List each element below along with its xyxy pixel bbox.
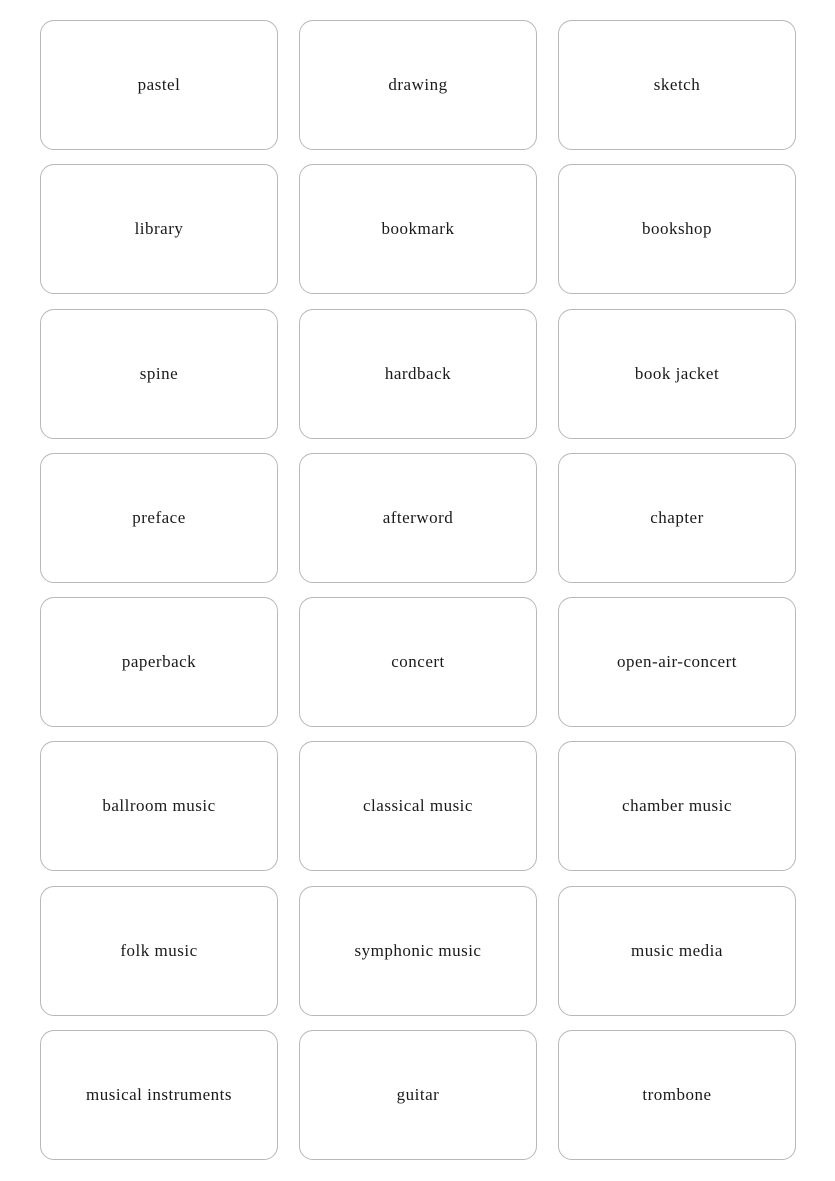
card-label: chapter	[650, 507, 704, 527]
word-card	[299, 1030, 537, 1160]
card-label: classical music	[363, 796, 473, 816]
word-card	[299, 20, 537, 150]
card-label: folk music	[120, 940, 198, 960]
word-card	[299, 886, 537, 1016]
word-card	[558, 597, 796, 727]
word-card	[40, 20, 278, 150]
word-card	[558, 453, 796, 583]
card-label: pastel	[137, 75, 181, 94]
card-label: chamber music	[622, 796, 732, 816]
card-label: trombone	[642, 1085, 712, 1105]
card-label: afterword	[382, 507, 454, 527]
word-card	[40, 309, 278, 439]
card-label: paperback	[121, 652, 197, 672]
card-label: guitar	[396, 1085, 440, 1105]
word-card	[558, 1030, 796, 1160]
card-label: drawing	[388, 75, 448, 94]
word-card	[40, 597, 278, 727]
word-card	[558, 309, 796, 439]
word-card	[40, 164, 278, 294]
card-grid	[40, 20, 796, 1160]
word-card	[40, 453, 278, 583]
word-card	[558, 20, 796, 150]
card-label: library	[134, 219, 184, 239]
card-label: musical instruments	[86, 1085, 232, 1105]
word-card	[299, 741, 537, 871]
word-card	[299, 597, 537, 727]
word-card	[40, 886, 278, 1016]
card-label: preface	[132, 507, 186, 527]
card-label: ballroom music	[102, 796, 216, 816]
card-label: spine	[139, 363, 179, 383]
card-label: book jacket	[634, 363, 720, 383]
card-label: music media	[631, 940, 723, 960]
word-card	[299, 453, 537, 583]
card-label: bookshop	[641, 219, 713, 239]
word-card	[558, 164, 796, 294]
word-card	[558, 741, 796, 871]
card-label: sketch	[653, 75, 701, 94]
card-label: hardback	[384, 363, 452, 383]
card-label: open-air-concert	[617, 652, 737, 672]
word-card	[299, 164, 537, 294]
word-card	[299, 309, 537, 439]
card-label: concert	[391, 652, 445, 672]
word-card	[40, 741, 278, 871]
card-label: symphonic music	[354, 940, 482, 960]
word-card	[40, 1030, 278, 1160]
word-card	[558, 886, 796, 1016]
card-label: bookmark	[381, 219, 455, 239]
